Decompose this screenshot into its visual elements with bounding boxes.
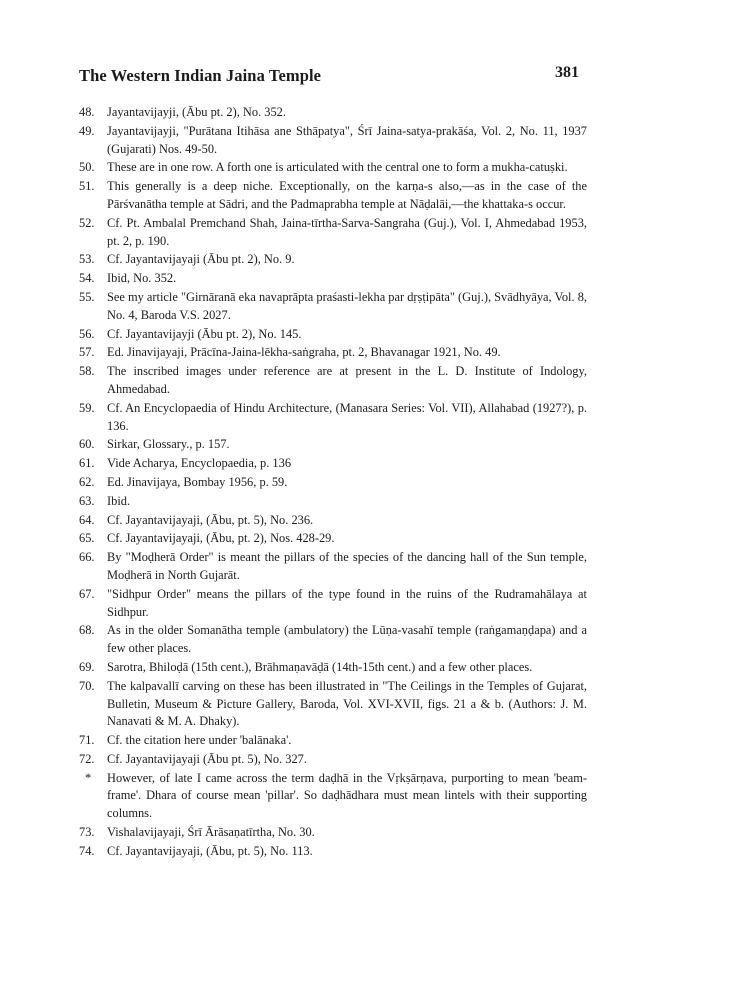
endnote	[79, 586, 587, 622]
endnote-number: 55.	[79, 289, 95, 304]
endnote-text: Ed. Jinavijayaji, Prācīna-Jaina-lēkha-saṅgraha, pt. 2, Bhavanagar 1921, No. 49.	[107, 345, 501, 360]
endnote-number: 66.	[79, 550, 95, 565]
endnote	[79, 474, 587, 492]
endnote-number: 70.	[79, 678, 95, 693]
endnote-number: 57.	[79, 345, 95, 360]
endnote-text: The kalpavallī carving on these has been illustrated in "The Ceilings in the Temples of Gujarat, Bulletin, Museum & Picture Gallery, Baroda, Vol. XVI-XVII, figs. 21 a & b. (Authors: J. M. Nanavati & M. A. Dhaky).	[107, 678, 587, 729]
endnote	[79, 678, 587, 731]
endnote	[79, 824, 587, 842]
endnote	[79, 622, 587, 658]
endnote	[79, 215, 587, 251]
endnote-number: *	[85, 770, 92, 785]
endnote-number: 60.	[79, 437, 95, 452]
endnote-number: 71.	[79, 733, 95, 748]
endnote	[79, 251, 587, 269]
endnote-number: 59.	[79, 400, 95, 415]
endnote-number: 69.	[79, 659, 95, 674]
endnote-text: Ibid.	[107, 493, 131, 508]
endnote-text: These are in one row. A forth one is articulated with the central one to form a mukha-catuṣki.	[107, 160, 568, 175]
endnote	[79, 363, 587, 399]
endnote	[79, 732, 587, 750]
endnote-text: Cf. Jayantavijayaji, (Ābu, pt. 5), No. 236.	[107, 512, 314, 527]
endnote	[79, 751, 587, 769]
endnote	[79, 400, 587, 436]
endnote-text: Vide Acharya, Encyclopaedia, p. 136	[107, 456, 292, 471]
endnote-text: Cf. Jayantavijayaji (Ābu pt. 5), No. 327.	[107, 751, 307, 766]
endnote	[79, 493, 587, 511]
endnote	[79, 770, 587, 823]
endnote-number: 65.	[79, 531, 95, 546]
endnote-text: Cf. An Encyclopaedia of Hindu Architecture, (Manasara Series: Vol. VII), Allahabad (1927?), p. 136.	[107, 400, 587, 433]
page-header	[79, 66, 579, 92]
endnote-text: Ed. Jinavijaya, Bombay 1956, p. 59.	[107, 474, 288, 489]
endnote-number: 50.	[79, 160, 95, 175]
endnote-number: 52.	[79, 215, 95, 230]
endnote-text: Cf. Pt. Ambalal Premchand Shah, Jaina-tīrtha-Sarva-Sangraha (Guj.), Vol. I, Ahmedabad 1953, pt. 2, p. 190.	[107, 215, 587, 248]
endnote-number: 73.	[79, 825, 95, 840]
endnote	[79, 289, 587, 325]
endnote	[79, 843, 587, 861]
endnote-text: As in the older Somanātha temple (ambulatory) the Lūṇa-vasahī temple (raṅgamaṇḍapa) and a few other places.	[107, 623, 587, 656]
endnote-number: 49.	[79, 123, 95, 138]
endnote-number: 53.	[79, 252, 95, 267]
endnote-text: Ibid, No. 352.	[107, 271, 177, 286]
endnote-text: Cf. Jayantavijayji (Ābu pt. 2), No. 145.	[107, 326, 302, 341]
page-number: 381	[555, 64, 579, 81]
running-title: The Western Indian Jaina Temple	[79, 66, 322, 85]
endnote	[79, 512, 587, 530]
endnote-text: See my article "Girnāranā eka navaprāpta praśasti-lekha par dṛṣṭipāta" (Guj.), Svādhyāya, Vol. 8, No. 4, Baroda V.S. 2027.	[107, 289, 587, 322]
endnote-text: "Sidhpur Order" means the pillars of the type found in the ruins of the Rudramahālaya at Sidhpur.	[107, 586, 587, 619]
endnote-number: 64.	[79, 512, 95, 527]
endnote-number: 48.	[79, 105, 95, 119]
endnote	[79, 455, 587, 473]
endnote	[79, 159, 587, 177]
endnote	[79, 104, 587, 122]
endnote-number: 68.	[79, 623, 95, 638]
endnote-number: 54.	[79, 271, 95, 286]
endnote-text: Cf. Jayantavijayaji (Ābu pt. 2), No. 9.	[107, 252, 295, 267]
endnote-text: The inscribed images under reference are at present in the L. D. Institute of Indology, Ahmedabad.	[107, 364, 587, 396]
endnote	[79, 436, 587, 454]
endnote-text: Cf. Jayantavijayaji, (Ābu, pt. 2), Nos. 428-29.	[107, 531, 335, 546]
endnote-text: Vishalavijayaji, Śrī Ārāsaṇatīrtha, No. 30.	[107, 825, 315, 840]
endnote-number: 62.	[79, 474, 95, 489]
endnote	[79, 549, 587, 585]
endnote	[79, 270, 587, 288]
endnote-text: Jayantavijayji, "Purātana Itihāsa ane Sthāpatya", Śrī Jaina-satya-prakāśa, Vol. 2, No. 11, 1937 (Gujarati) Nos. 49-50.	[107, 123, 587, 156]
endnote-text: Cf. the citation here under 'balānaka'.	[107, 733, 292, 748]
endnote-text: Jayantavijayji, (Ābu pt. 2), No. 352.	[107, 105, 286, 119]
endnote-number: 58.	[79, 364, 95, 379]
endnote	[79, 530, 587, 548]
endnote-number: 51.	[79, 179, 95, 194]
endnote-number: 56.	[79, 326, 95, 341]
endnote	[79, 326, 587, 344]
endnote-text: Sirkar, Glossary., p. 157.	[107, 437, 230, 452]
endnote-number: 67.	[79, 586, 95, 601]
endnote	[79, 123, 587, 159]
endnote-text: By "Moḍherā Order" is meant the pillars of the species of the dancing hall of the Sun temple, Moḍherā in North Gujarāt.	[107, 550, 587, 582]
endnote-number: 72.	[79, 751, 95, 766]
endnote-number: 74.	[79, 843, 95, 858]
endnote	[79, 178, 587, 214]
endnote	[79, 344, 587, 362]
endnote-text: This generally is a deep niche. Exceptionally, on the karṇa-s also,—as in the case of the Pārśvanātha temple at Sādri, and the Padmaprabha temple at Nāḍalāi,—the khattaka-s occur.	[107, 179, 587, 211]
endnotes-list	[79, 104, 587, 862]
endnote-text: Cf. Jayantavijayaji, (Ābu, pt. 5), No. 113.	[107, 843, 313, 858]
endnote-text: However, of late I came across the term daḍhā in the Vṛkṣārṇava, purporting to mean 'beam-frame'. Dhara of course mean 'pillar'. So daḍhādhara must mean lintels with their supporting columns.	[107, 770, 587, 821]
endnote-number: 61.	[79, 456, 95, 471]
endnote	[79, 659, 587, 677]
endnote-number: 63.	[79, 493, 95, 508]
endnote-text: Sarotra, Bhiloḍā (15th cent.), Brāhmaṇavāḍā (14th-15th cent.) and a few other places.	[107, 659, 533, 674]
